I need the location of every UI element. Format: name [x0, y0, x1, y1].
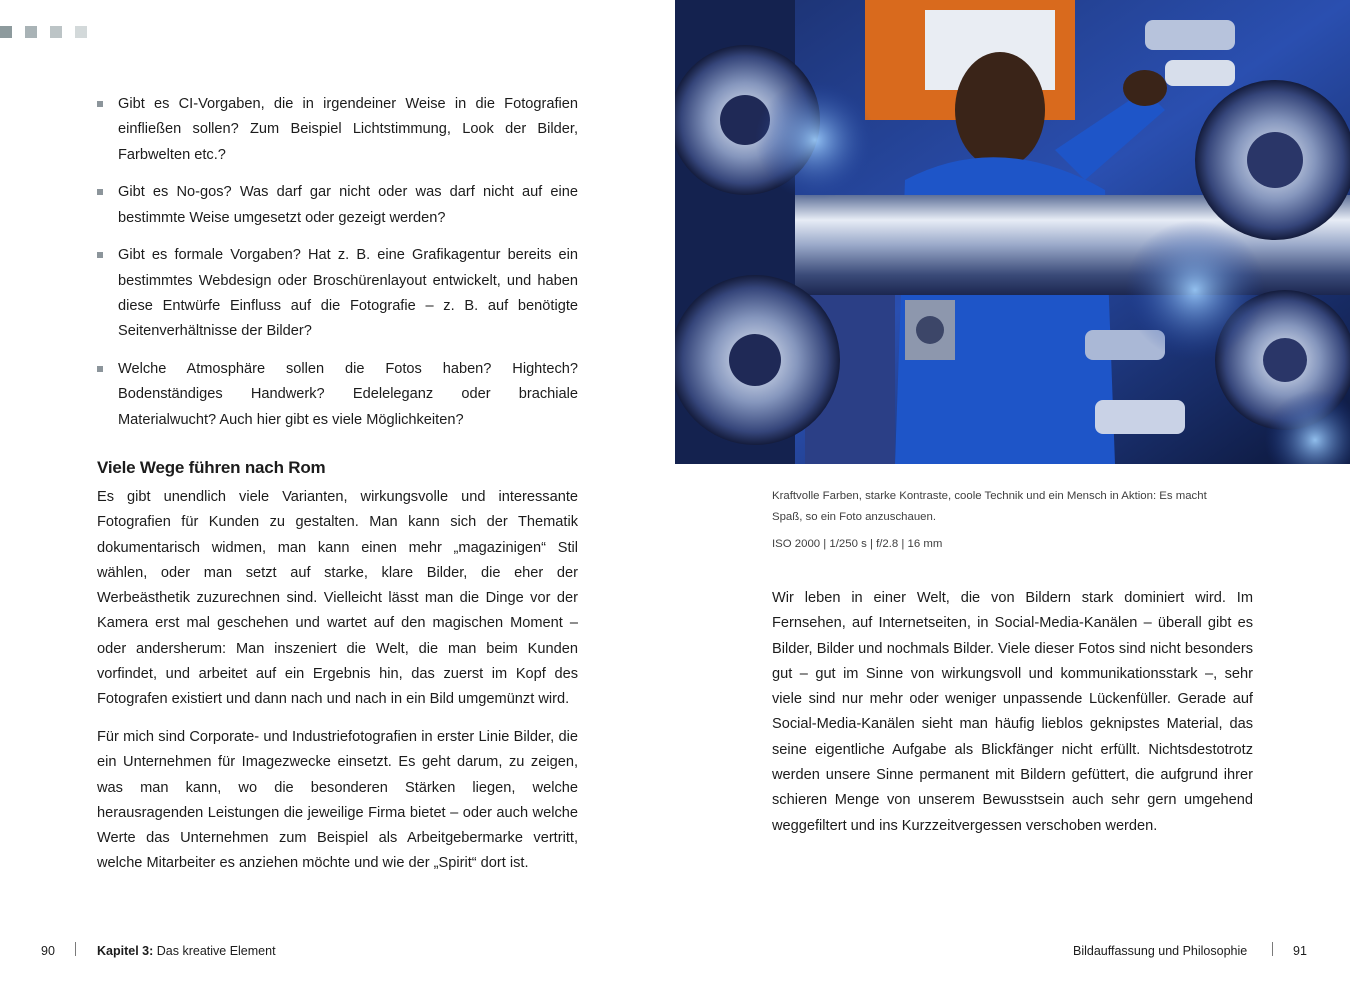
list-item: Welche Atmosphäre sollen die Fotos haben? Hightech? Bodenständiges Handwerk? Edeleleganz oder brachiale Materialwucht? Auch hier gibt es viele Möglichkeiten? [97, 357, 578, 433]
chapter-label: Kapitel 3: [97, 944, 154, 958]
footer-divider [75, 942, 76, 956]
page-number-left: 90 [41, 944, 55, 958]
chapter-name: Das kreative Element [156, 944, 276, 958]
chapter-title [97, 944, 276, 958]
square-mark-icon [50, 26, 62, 38]
page-number-right: 91 [1293, 944, 1307, 958]
list-item: Gibt es formale Vorgaben? Hat z. B. eine Grafikagentur bereits ein bestimmtes Webdesign oder Broschürenlayout entwickelt, und haben diese Entwürfe Einfluss auf die Fotografie – z. B. auf benötigte Seitenverhältnisse der Bilder? [97, 243, 578, 344]
decorative-squares [0, 26, 87, 38]
list-item: Gibt es No-gos? Was darf gar nicht oder was darf nicht auf eine bestimmte Weise umgesetzt oder gezeigt werden? [97, 180, 578, 231]
photo-exif: ISO 2000 | 1/250 s | f/2.8 | 16 mm [772, 538, 943, 550]
list-item: Gibt es CI-Vorgaben, die in irgendeiner Weise in die Fotografien einfließen sollen? Zum Beispiel Lichtstimmung, Look der Bilder, Farbwelten etc.? [97, 92, 578, 168]
section-heading: Viele Wege führen nach Rom [97, 458, 326, 477]
body-paragraph: Es gibt unendlich viele Varianten, wirkungsvolle und interessante Fotografien für Kunden zu gestalten. Man kann sich der Thematik dokumentarisch widmen, man kann einen mehr „magazinigen“ Stil wählen, oder man setzt auf starke, klare Bilder, die eher der Werbeästhetik zuzurechnen sind. Vielleicht lässt man die Dinge vor der Kamera erst mal geschehen und wartet auf den magischen Moment – oder andersherum: Man inszeniert die Welt, die man beim Kunden vorfindet, und arbeitet auf ein Ergebnis hin, das zuerst im Kopf des Fotografen existiert und dann nach und nach in ein Bild umgemünzt wird. [97, 489, 578, 708]
footer-divider [1272, 942, 1273, 956]
body-paragraph: Für mich sind Corporate- und Industriefotografien in erster Linie Bilder, die ein Unternehmen für Imagezwecke einsetzt. Es geht darum, zu zeigen, was man kann, wo die besonderen Stärken liegen, welche herausragenden Leistungen die jeweilige Firma bietet – oder auch welche Werte das Unternehmen zum Beispiel als Arbeitgebermarke vertritt, welche Mitarbeiter es anziehen möchte und wie der „Spirit“ dort ist. [97, 729, 578, 872]
photo-caption: Kraftvolle Farben, starke Kontraste, coole Technik und ein Mensch in Aktion: Es macht Spaß, so ein Foto anzuschauen. [772, 490, 1207, 523]
section-title: Bildauffassung und Philosophie [1073, 944, 1248, 958]
square-mark-icon [0, 26, 12, 38]
body-paragraph: Wir leben in einer Welt, die von Bildern stark dominiert wird. Im Fernsehen, auf Internetseiten, in Social-Media-Kanälen – überall gibt es Bilder, Bilder und nochmals Bilder. Viele dieser Fotos sind nicht besonders gut – gut im Sinne von wirkungsvoll und kommunikationsstark –, sehr viele sind nur mehr oder weniger unpassende Lückenfüller. Gerade auf Social-Media-Kanälen sieht man häufig lieblos geknipstes Material, das seine eigentliche Aufgabe als Blickfänger nicht erfüllt. Nichtsdestotrotz werden unsere Sinne permanent mit Bildern gefüttert, die aufgrund ihrer schieren Menge von unserem Bewusstsein auch sehr gern umgehend weggefiltert und ins Kurzzeitvergessen verschoben werden. [772, 590, 1253, 834]
square-mark-icon [75, 26, 87, 38]
photo-illustration [675, 0, 1350, 464]
right-page [675, 0, 1350, 1000]
question-list [97, 92, 578, 446]
square-mark-icon [25, 26, 37, 38]
industrial-photo [675, 0, 1350, 464]
